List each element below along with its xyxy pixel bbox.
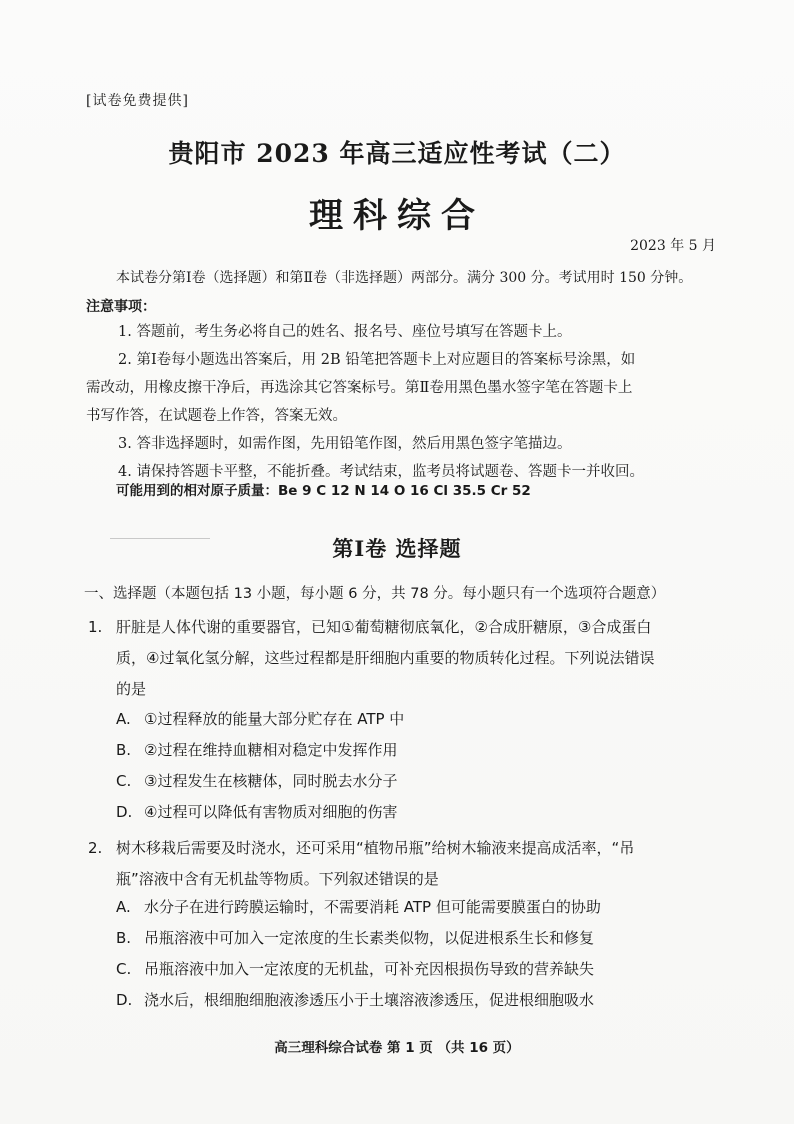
option-text: 水分子在进行跨膜运输时，不需要消耗 ATP 但可能需要膜蛋白的协助: [144, 898, 601, 916]
notice-item: 3. 答非选择题时，如需作图，先用铅笔作图，然后用黑色签字笔描边。: [118, 436, 572, 452]
question-stem: [88, 612, 718, 705]
option-text: ③过程发生在核糖体，同时脱去水分子: [144, 772, 398, 790]
notice-item: 4. 请保持答题卡平整，不能折叠。考试结束，监考员将试题卷、答题卡一并收回。: [118, 464, 644, 480]
option-letter: D.: [116, 803, 133, 821]
question-2: [88, 833, 718, 895]
question-stem: [88, 833, 718, 895]
question-text: [116, 833, 718, 895]
option-text: ②过程在维持血糖相对稳定中发挥作用: [144, 741, 398, 759]
page-footer: 高三理科综合试卷 第 1 页 （共 16 页）: [274, 1040, 520, 1056]
stem-line: 瓶”溶液中含有无机盐等物质。下列叙述错误的是: [116, 870, 439, 888]
option-d[interactable]: [116, 989, 594, 1010]
question-text: [116, 612, 718, 705]
multiple-choice-heading: 一、选择题（本题包括 13 小题，每小题 6 分，共 78 分。每小题只有一个选项符合题意）: [84, 586, 666, 602]
stem-line: 质，④过氧化氢分解，这些过程都是肝细胞内重要的物质转化过程。下列说法错误: [116, 649, 655, 667]
free-provided-stamp: [试卷免费提供]: [86, 93, 189, 109]
exam-title: 贵阳市 2023 年高三适应性考试（二）: [168, 139, 626, 168]
option-a[interactable]: [116, 896, 601, 917]
question-number: 2.: [88, 839, 103, 857]
option-text: ①过程释放的能量大部分贮存在 ATP 中: [144, 710, 405, 728]
notice-item-continued: 书写作答，在试题卷上作答，答案无效。: [86, 408, 347, 424]
exam-intro: 本试卷分第Ⅰ卷（选择题）和第Ⅱ卷（非选择题）两部分。满分 300 分。考试用时 150 分钟。: [116, 270, 693, 286]
atomic-masses-line: 可能用到的相对原子质量：Be 9 C 12 N 14 O 16 Cl 35.5 Cr 52: [116, 483, 531, 499]
question-number: 1.: [88, 618, 103, 636]
option-letter: D.: [116, 991, 133, 1009]
option-letter: A.: [116, 710, 131, 728]
stem-line: 肝脏是人体代谢的重要器官，已知①葡萄糖彻底氧化，②合成肝糖原，③合成蛋白: [116, 618, 652, 636]
option-text: ④过程可以降低有害物质对细胞的伤害: [144, 803, 398, 821]
option-letter: B.: [116, 929, 132, 947]
option-letter: C.: [116, 960, 132, 978]
stem-line: 的是: [116, 680, 147, 698]
notice-list: [86, 318, 706, 486]
option-text: 吊瓶溶液中可加入一定浓度的生长素类似物，以促进根系生长和修复: [144, 929, 595, 947]
option-d[interactable]: [116, 801, 397, 822]
option-letter: C.: [116, 772, 132, 790]
exam-date: 2023 年 5 月: [630, 238, 716, 254]
notice-item: 1. 答题前，考生务必将自己的姓名、报名号、座位号填写在答题卡上。: [118, 324, 572, 340]
option-letter: B.: [116, 741, 132, 759]
notice-item: 2. 第Ⅰ卷每小题选出答案后，用 2B 铅笔把答题卡上对应题目的答案标号涂黑，如: [118, 352, 636, 368]
section-title: 第Ⅰ卷 选择题: [332, 536, 462, 561]
question-1: [88, 612, 718, 705]
subject-title: 理科综合: [309, 196, 485, 236]
option-text: 吊瓶溶液中加入一定浓度的无机盐，可补充因根损伤导致的营养缺失: [144, 960, 595, 978]
option-a[interactable]: [116, 708, 404, 729]
notice-item-continued: 需改动，用橡皮擦干净后，再选涂其它答案标号。第Ⅱ卷用黑色墨水签字笔在答题卡上: [86, 380, 633, 396]
option-b[interactable]: [116, 739, 397, 760]
option-letter: A.: [116, 898, 131, 916]
notice-heading: 注意事项：: [86, 299, 156, 315]
option-b[interactable]: [116, 927, 594, 948]
option-text: 浇水后，根细胞细胞液渗透压小于土壤溶液渗透压，促进根细胞吸水: [144, 991, 595, 1009]
option-c[interactable]: [116, 958, 594, 979]
option-c[interactable]: [116, 770, 397, 791]
stem-line: 树木移栽后需要及时浇水，还可采用“植物吊瓶”给树木输液来提高成活率，“吊: [116, 839, 635, 857]
